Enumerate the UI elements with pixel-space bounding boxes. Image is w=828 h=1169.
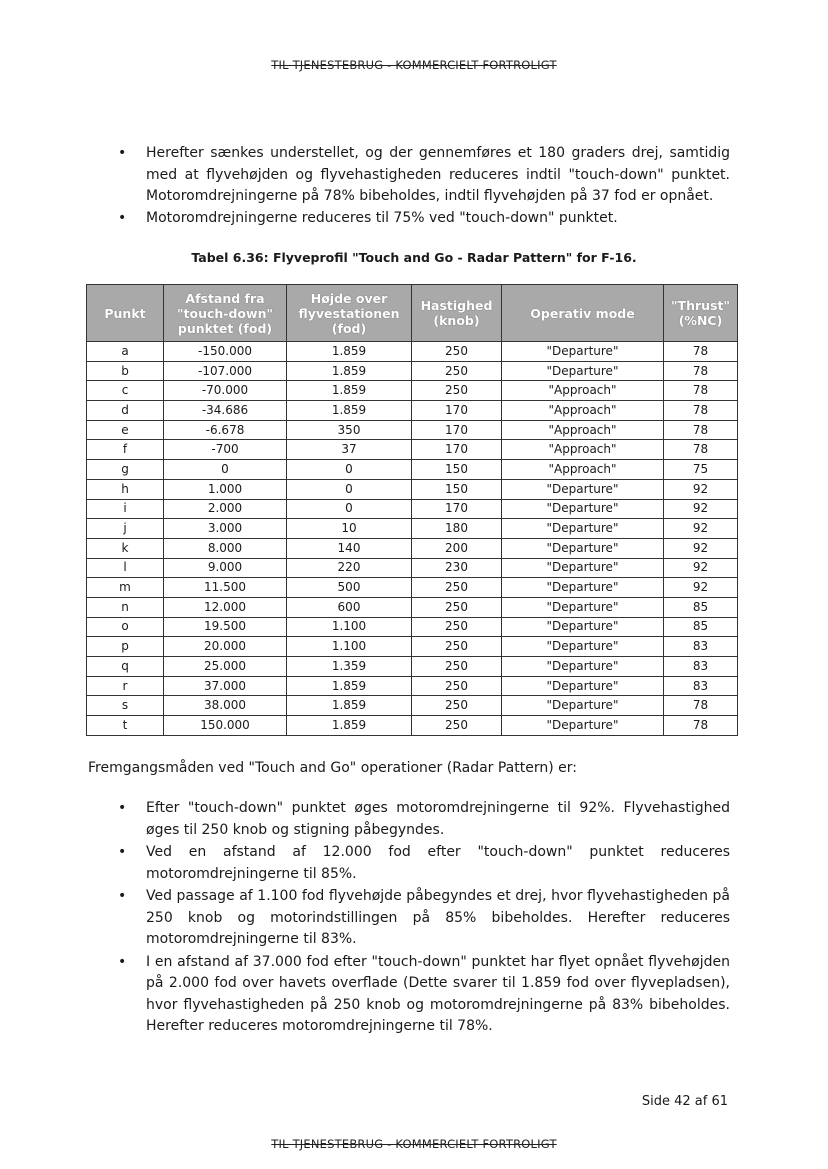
table-cell-afstand: 37.000 — [164, 676, 287, 696]
table-cell-hojde: 1.859 — [287, 696, 412, 716]
table-cell-mode: "Departure" — [502, 342, 664, 362]
table-cell-afstand: 8.000 — [164, 538, 287, 558]
table-cell-punkt: j — [87, 519, 164, 539]
table-row — [87, 460, 738, 480]
table-cell-punkt: t — [87, 716, 164, 736]
table-cell-hojde: 500 — [287, 578, 412, 598]
table-cell-hojde: 0 — [287, 499, 412, 519]
table-cell-hastighed: 250 — [412, 578, 502, 598]
table-cell-afstand: 11.500 — [164, 578, 287, 598]
table-cell-thrust: 78 — [664, 342, 738, 362]
table-cell-thrust: 85 — [664, 617, 738, 637]
table-cell-hojde: 1.859 — [287, 342, 412, 362]
column-header-punkt: Punkt — [87, 285, 164, 342]
table-cell-afstand: -107.000 — [164, 361, 287, 381]
table-cell-punkt: o — [87, 617, 164, 637]
table-cell-punkt: s — [87, 696, 164, 716]
column-header-thrust: "Thrust" (%NC) — [664, 285, 738, 342]
list-item: • Ved passage af 1.100 fod flyvehøjde påbegyndes et drej, hvor flyvehastigheden på 250 knob og motorindstillingen på 85% bibeholdes. Herefter reduceres motoromdrejningerne til 83%. — [118, 886, 730, 951]
table-cell-hojde: 1.359 — [287, 657, 412, 677]
table-row — [87, 440, 738, 460]
table-row — [87, 519, 738, 539]
table-cell-afstand: -700 — [164, 440, 287, 460]
table-cell-hastighed: 230 — [412, 558, 502, 578]
table-cell-mode: "Approach" — [502, 381, 664, 401]
table-cell-hojde: 140 — [287, 538, 412, 558]
table-cell-hastighed: 150 — [412, 479, 502, 499]
table-cell-mode: "Departure" — [502, 538, 664, 558]
table-cell-thrust: 75 — [664, 460, 738, 480]
table-row — [87, 401, 738, 421]
table-cell-punkt: c — [87, 381, 164, 401]
table-cell-punkt: a — [87, 342, 164, 362]
table-cell-hojde: 600 — [287, 597, 412, 617]
table-cell-thrust: 78 — [664, 716, 738, 736]
list-item: • Ved en afstand af 12.000 fod efter "touch-down" punktet reduceres motoromdrejningerne til 85%. — [118, 842, 730, 885]
list-item: • Motoromdrejningerne reduceres til 75% ved "touch-down" punktet. — [118, 208, 730, 230]
page-number: Side 42 af 61 — [641, 1094, 728, 1109]
table-cell-punkt: p — [87, 637, 164, 657]
table-row — [87, 696, 738, 716]
table-cell-mode: "Departure" — [502, 361, 664, 381]
column-header-afstand: Afstand fra "touch-down" punktet (fod) — [164, 285, 287, 342]
table-cell-afstand: 150.000 — [164, 716, 287, 736]
table-cell-thrust: 83 — [664, 657, 738, 677]
column-header-operativ-mode: Operativ mode — [502, 285, 664, 342]
table-cell-afstand: 1.000 — [164, 479, 287, 499]
table-cell-punkt: f — [87, 440, 164, 460]
table-cell-thrust: 78 — [664, 420, 738, 440]
table-row — [87, 499, 738, 519]
table-row — [87, 420, 738, 440]
list-item: • I en afstand af 37.000 fod efter "touch-down" punktet har flyet opnået flyvehøjden på 2.000 fod over havets overflade (Dette svarer til 1.859 fod over flyvepladsen), hvor flyvehastigheden på 250 knob og motoromdrejningerne på 83% bibeholdes. Herefter reduceres motoromdrejningerne til 78%. — [118, 952, 730, 1038]
table-cell-hastighed: 250 — [412, 637, 502, 657]
table-cell-hojde: 0 — [287, 479, 412, 499]
table-row — [87, 558, 738, 578]
table-cell-afstand: -70.000 — [164, 381, 287, 401]
table-row — [87, 342, 738, 362]
table-cell-mode: "Departure" — [502, 617, 664, 637]
table-cell-hastighed: 250 — [412, 657, 502, 677]
table-cell-afstand: 25.000 — [164, 657, 287, 677]
table-cell-hojde: 1.859 — [287, 361, 412, 381]
table-header-row — [87, 285, 738, 342]
table-cell-mode: "Departure" — [502, 578, 664, 598]
table-cell-punkt: m — [87, 578, 164, 598]
table-cell-punkt: g — [87, 460, 164, 480]
table-cell-afstand: 9.000 — [164, 558, 287, 578]
classification-header: TIL TJENESTEBRUG - KOMMERCIELT FORTROLIGT — [271, 58, 557, 72]
table-cell-afstand: -150.000 — [164, 342, 287, 362]
classification-footer: TIL TJENESTEBRUG - KOMMERCIELT FORTROLIGT — [271, 1137, 557, 1151]
table-row — [87, 538, 738, 558]
table-cell-punkt: l — [87, 558, 164, 578]
table-cell-hastighed: 180 — [412, 519, 502, 539]
list-item: • Efter "touch-down" punktet øges motoromdrejningerne til 92%. Flyvehastighed øges til 250 knob og stigning påbegyndes. — [118, 798, 730, 841]
column-header-hastighed: Hastighed (knob) — [412, 285, 502, 342]
table-cell-afstand: 12.000 — [164, 597, 287, 617]
table-cell-hojde: 220 — [287, 558, 412, 578]
table-row — [87, 657, 738, 677]
table-cell-afstand: 19.500 — [164, 617, 287, 637]
table-body — [87, 342, 738, 736]
table-cell-thrust: 92 — [664, 538, 738, 558]
table-row — [87, 361, 738, 381]
table-cell-hastighed: 250 — [412, 696, 502, 716]
table-cell-punkt: b — [87, 361, 164, 381]
table-cell-hojde: 350 — [287, 420, 412, 440]
table-cell-thrust: 78 — [664, 401, 738, 421]
table-cell-afstand: 0 — [164, 460, 287, 480]
table-cell-hojde: 1.100 — [287, 637, 412, 657]
bullet-list-bottom — [118, 798, 730, 1039]
table-cell-hojde: 10 — [287, 519, 412, 539]
table-cell-hojde: 37 — [287, 440, 412, 460]
table-row — [87, 676, 738, 696]
table-cell-thrust: 83 — [664, 676, 738, 696]
procedure-intro: Fremgangsmåden ved "Touch and Go" operationer (Radar Pattern) er: — [88, 760, 577, 776]
column-header-hojde: Højde over flyvestationen (fod) — [287, 285, 412, 342]
table-cell-punkt: r — [87, 676, 164, 696]
table-cell-mode: "Approach" — [502, 460, 664, 480]
table-cell-thrust: 92 — [664, 578, 738, 598]
table-row — [87, 597, 738, 617]
table-cell-afstand: -34.686 — [164, 401, 287, 421]
table-cell-hastighed: 250 — [412, 342, 502, 362]
table-cell-hojde: 1.100 — [287, 617, 412, 637]
table-cell-punkt: i — [87, 499, 164, 519]
table-caption: Tabel 6.36: Flyveprofil "Touch and Go - Radar Pattern" for F-16. — [191, 250, 637, 265]
table-cell-punkt: n — [87, 597, 164, 617]
table-cell-afstand: -6.678 — [164, 420, 287, 440]
table-cell-hojde: 1.859 — [287, 401, 412, 421]
table-cell-hastighed: 250 — [412, 676, 502, 696]
table-cell-hastighed: 250 — [412, 361, 502, 381]
table-cell-thrust: 85 — [664, 597, 738, 617]
table-cell-hastighed: 170 — [412, 499, 502, 519]
table-cell-thrust: 92 — [664, 499, 738, 519]
table-cell-thrust: 78 — [664, 696, 738, 716]
table-cell-punkt: d — [87, 401, 164, 421]
table-cell-mode: "Departure" — [502, 558, 664, 578]
table-cell-hastighed: 250 — [412, 716, 502, 736]
table-cell-hojde: 1.859 — [287, 716, 412, 736]
table-row — [87, 716, 738, 736]
table-cell-thrust: 78 — [664, 381, 738, 401]
table-cell-hojde: 1.859 — [287, 381, 412, 401]
table-cell-hojde: 0 — [287, 460, 412, 480]
table-row — [87, 617, 738, 637]
table-cell-mode: "Departure" — [502, 676, 664, 696]
table-cell-punkt: q — [87, 657, 164, 677]
table-cell-mode: "Departure" — [502, 499, 664, 519]
table-row — [87, 637, 738, 657]
table-cell-punkt: e — [87, 420, 164, 440]
table-cell-hastighed: 170 — [412, 401, 502, 421]
table-cell-thrust: 92 — [664, 479, 738, 499]
table-cell-afstand: 20.000 — [164, 637, 287, 657]
table-cell-thrust: 83 — [664, 637, 738, 657]
table-cell-thrust: 78 — [664, 440, 738, 460]
table-cell-hastighed: 250 — [412, 381, 502, 401]
table-cell-mode: "Departure" — [502, 637, 664, 657]
table-cell-hojde: 1.859 — [287, 676, 412, 696]
table-cell-afstand: 3.000 — [164, 519, 287, 539]
table-cell-thrust: 92 — [664, 519, 738, 539]
table-cell-hastighed: 250 — [412, 617, 502, 637]
table-cell-mode: "Departure" — [502, 696, 664, 716]
flight-profile-table — [86, 284, 738, 736]
table-cell-punkt: k — [87, 538, 164, 558]
table-cell-punkt: h — [87, 479, 164, 499]
table-cell-hastighed: 170 — [412, 440, 502, 460]
table-cell-mode: "Approach" — [502, 401, 664, 421]
table-cell-mode: "Departure" — [502, 657, 664, 677]
table-cell-hastighed: 200 — [412, 538, 502, 558]
table-cell-hastighed: 250 — [412, 597, 502, 617]
table-row — [87, 578, 738, 598]
table-cell-afstand: 2.000 — [164, 499, 287, 519]
table-cell-mode: "Departure" — [502, 597, 664, 617]
bullet-list-top — [118, 143, 730, 229]
table-cell-hastighed: 150 — [412, 460, 502, 480]
table-cell-mode: "Approach" — [502, 440, 664, 460]
table-cell-afstand: 38.000 — [164, 696, 287, 716]
table-cell-thrust: 92 — [664, 558, 738, 578]
table-cell-mode: "Departure" — [502, 519, 664, 539]
table-cell-hastighed: 170 — [412, 420, 502, 440]
table-cell-mode: "Approach" — [502, 420, 664, 440]
list-item: • Herefter sænkes understellet, og der gennemføres et 180 graders drej, samtidig med at flyvehøjden og flyvehastigheden reduceres indtil "touch-down" punktet. Motoromdrejningerne på 78% bibeholdes, indtil flyvehøjden på 37 fod er opnået. — [118, 143, 730, 208]
table-row — [87, 479, 738, 499]
table-cell-mode: "Departure" — [502, 716, 664, 736]
table-cell-thrust: 78 — [664, 361, 738, 381]
table-row — [87, 381, 738, 401]
table-cell-mode: "Departure" — [502, 479, 664, 499]
